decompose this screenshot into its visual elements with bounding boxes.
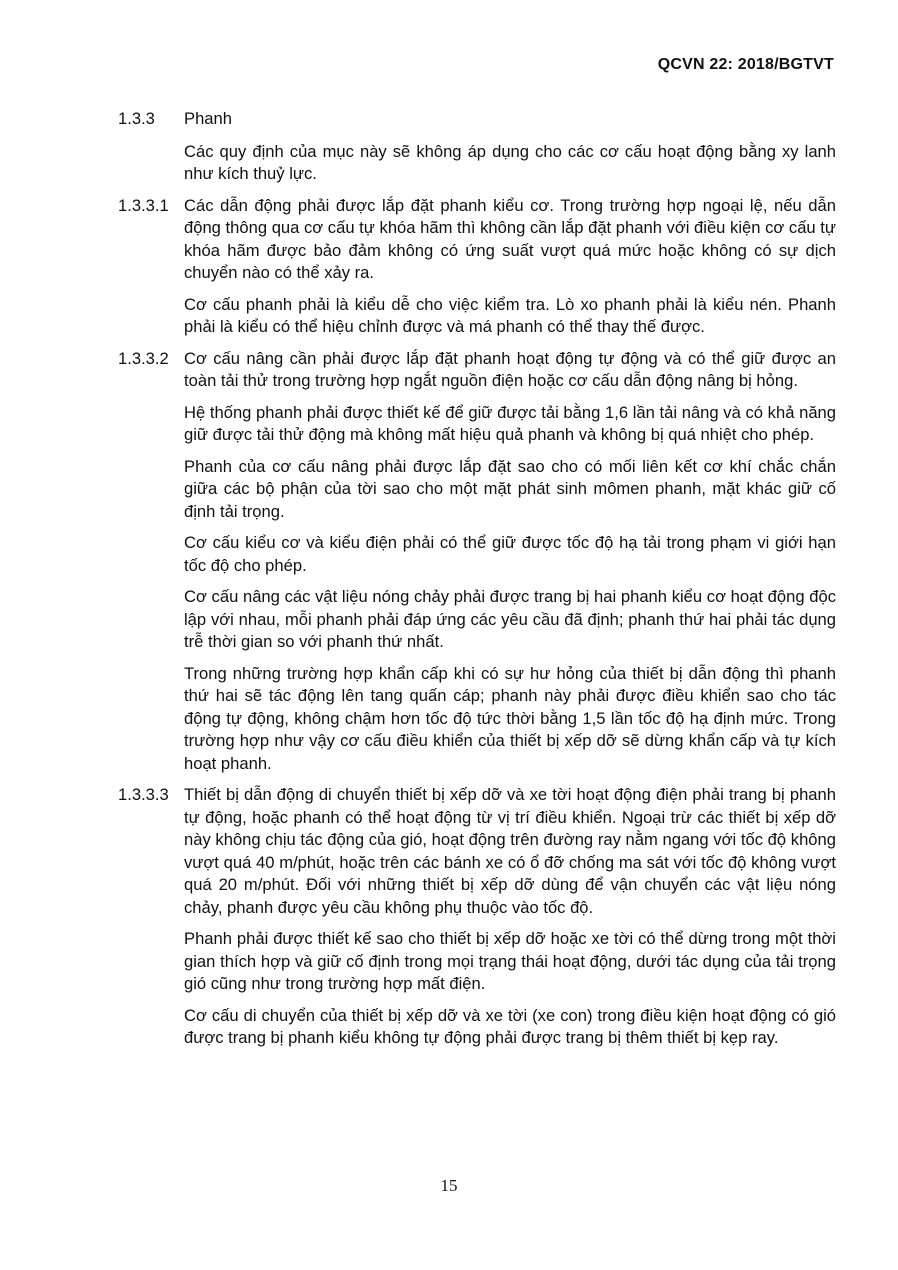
paragraph: Các quy định của mục này sẽ không áp dụng cho các cơ cấu hoạt động bằng xy lanh như kích thuỷ lực.	[184, 141, 836, 183]
paragraph: Cơ cấu kiểu cơ và kiểu điện phải có thể giữ được tốc độ hạ tải trong phạm vi giới hạn tốc độ cho phép.	[184, 533, 836, 575]
paragraph: Phanh của cơ cấu nâng phải được lắp đặt sao cho có mối liên kết cơ khí chắc chắn giữa các bộ phận của tời sao cho một mặt phát sinh mômen phanh, mặt khác giữ cố định tải trọng.	[184, 456, 836, 521]
section-number: 1.3.3.2	[118, 348, 169, 368]
paragraph: Phanh phải được thiết kế sao cho thiết bị xếp dỡ hoặc xe tời có thể dừng trong một thời gian thích hợp và giữ cố định trong mọi trạng thái hoạt động, dưới tác dụng của tải trọng gió cũng như trong trường hợp mất điện.	[184, 929, 836, 993]
section-number: 1.3.3.3	[118, 785, 169, 804]
section-number: 1.3.3.1	[118, 195, 169, 215]
section-heading: Phanh	[184, 109, 232, 128]
paragraph: Cơ cấu phanh phải là kiểu dễ cho việc kiểm tra. Lò xo phanh phải là kiểu nén. Phanh phải là kiểu có thể hiệu chỉnh được và má phanh có thể thay thế được.	[184, 294, 836, 336]
paragraph: Cơ cấu di chuyển của thiết bị xếp dỡ và xe tời (xe con) trong điều kiện hoạt động có gió được trang bị phanh kiểu không tự động phải được trang bị thêm thiết bị kẹp ray.	[184, 1005, 836, 1047]
section-text: Các dẫn động phải được lắp đặt phanh kiểu cơ. Trong trường hợp ngoại lệ, nếu dẫn động thông qua cơ cấu tự khóa hãm thì không cần lắp đặt phanh với điều kiện cơ cấu tự khóa hãm được bảo đảm không có ứng suất vượt quá mức hoặc không có sự dịch chuyển nào có thể xảy ra.	[184, 195, 836, 282]
paragraph: Trong những trường hợp khẩn cấp khi có sự hư hỏng của thiết bị dẫn động thì phanh thứ hai sẽ tác động lên tang quấn cáp; phanh này phải được điều khiển sao cho tác động tự động, không chậm hơn tốc độ tức thời bằng 1,5 lần tốc độ hạ định mức. Trong trường hợp như vậy cơ cấu điều khiển của thiết bị xếp dỡ sẽ dừng khẩn cấp và tự kích hoạt phanh.	[184, 663, 836, 773]
section-text: Thiết bị dẫn động di chuyển thiết bị xếp dỡ và xe tời hoạt động điện phải trang bị phanh tự động, hoặc phanh có thể hoạt động từ vị trí điều khiển. Ngoại trừ các thiết bị xếp dỡ này không chịu tác động của gió, hoạt động trên đường ray nằm ngang với tốc độ không vượt quá 40 m/phút, hoặc trên các bánh xe có ổ đỡ chống ma sát với tốc độ không vượt quá 20 m/phút. Đối với những thiết bị xếp dỡ dùng để vận chuyển các vật liệu nóng chảy, phanh được yêu cầu không phụ thuộc vào tốc độ.	[184, 785, 836, 917]
section-number: 1.3.3	[118, 109, 155, 128]
section-1-3-3-2	[118, 348, 836, 776]
document-code-header: QCVN 22: 2018/BGTVT	[657, 56, 834, 73]
document-body	[118, 108, 836, 1050]
section-1-3-3-1	[118, 195, 836, 339]
page-number: 15	[440, 1176, 458, 1195]
section-text: Cơ cấu nâng cần phải được lắp đặt phanh hoạt động tự động và có thể giữ được an toàn tải thử trong trường hợp ngắt nguồn điện hoặc cơ cấu dẫn động nâng bị hỏng.	[184, 348, 836, 390]
paragraph: Cơ cấu nâng các vật liệu nóng chảy phải được trang bị hai phanh kiểu cơ hoạt động độc lập với nhau, mỗi phanh phải đáp ứng các yêu cầu đã định; phanh thứ hai phải tác dụng trễ thời gian so với phanh thứ nhất.	[184, 587, 836, 651]
section-1-3-3	[118, 108, 836, 186]
paragraph: Hệ thống phanh phải được thiết kế để giữ được tải bằng 1,6 lần tải nâng và có khả năng giữ được tải thử động mà không mất hiệu quả phanh và không bị quá nhiệt cho phép.	[184, 402, 836, 444]
section-1-3-3-3	[118, 784, 836, 1050]
